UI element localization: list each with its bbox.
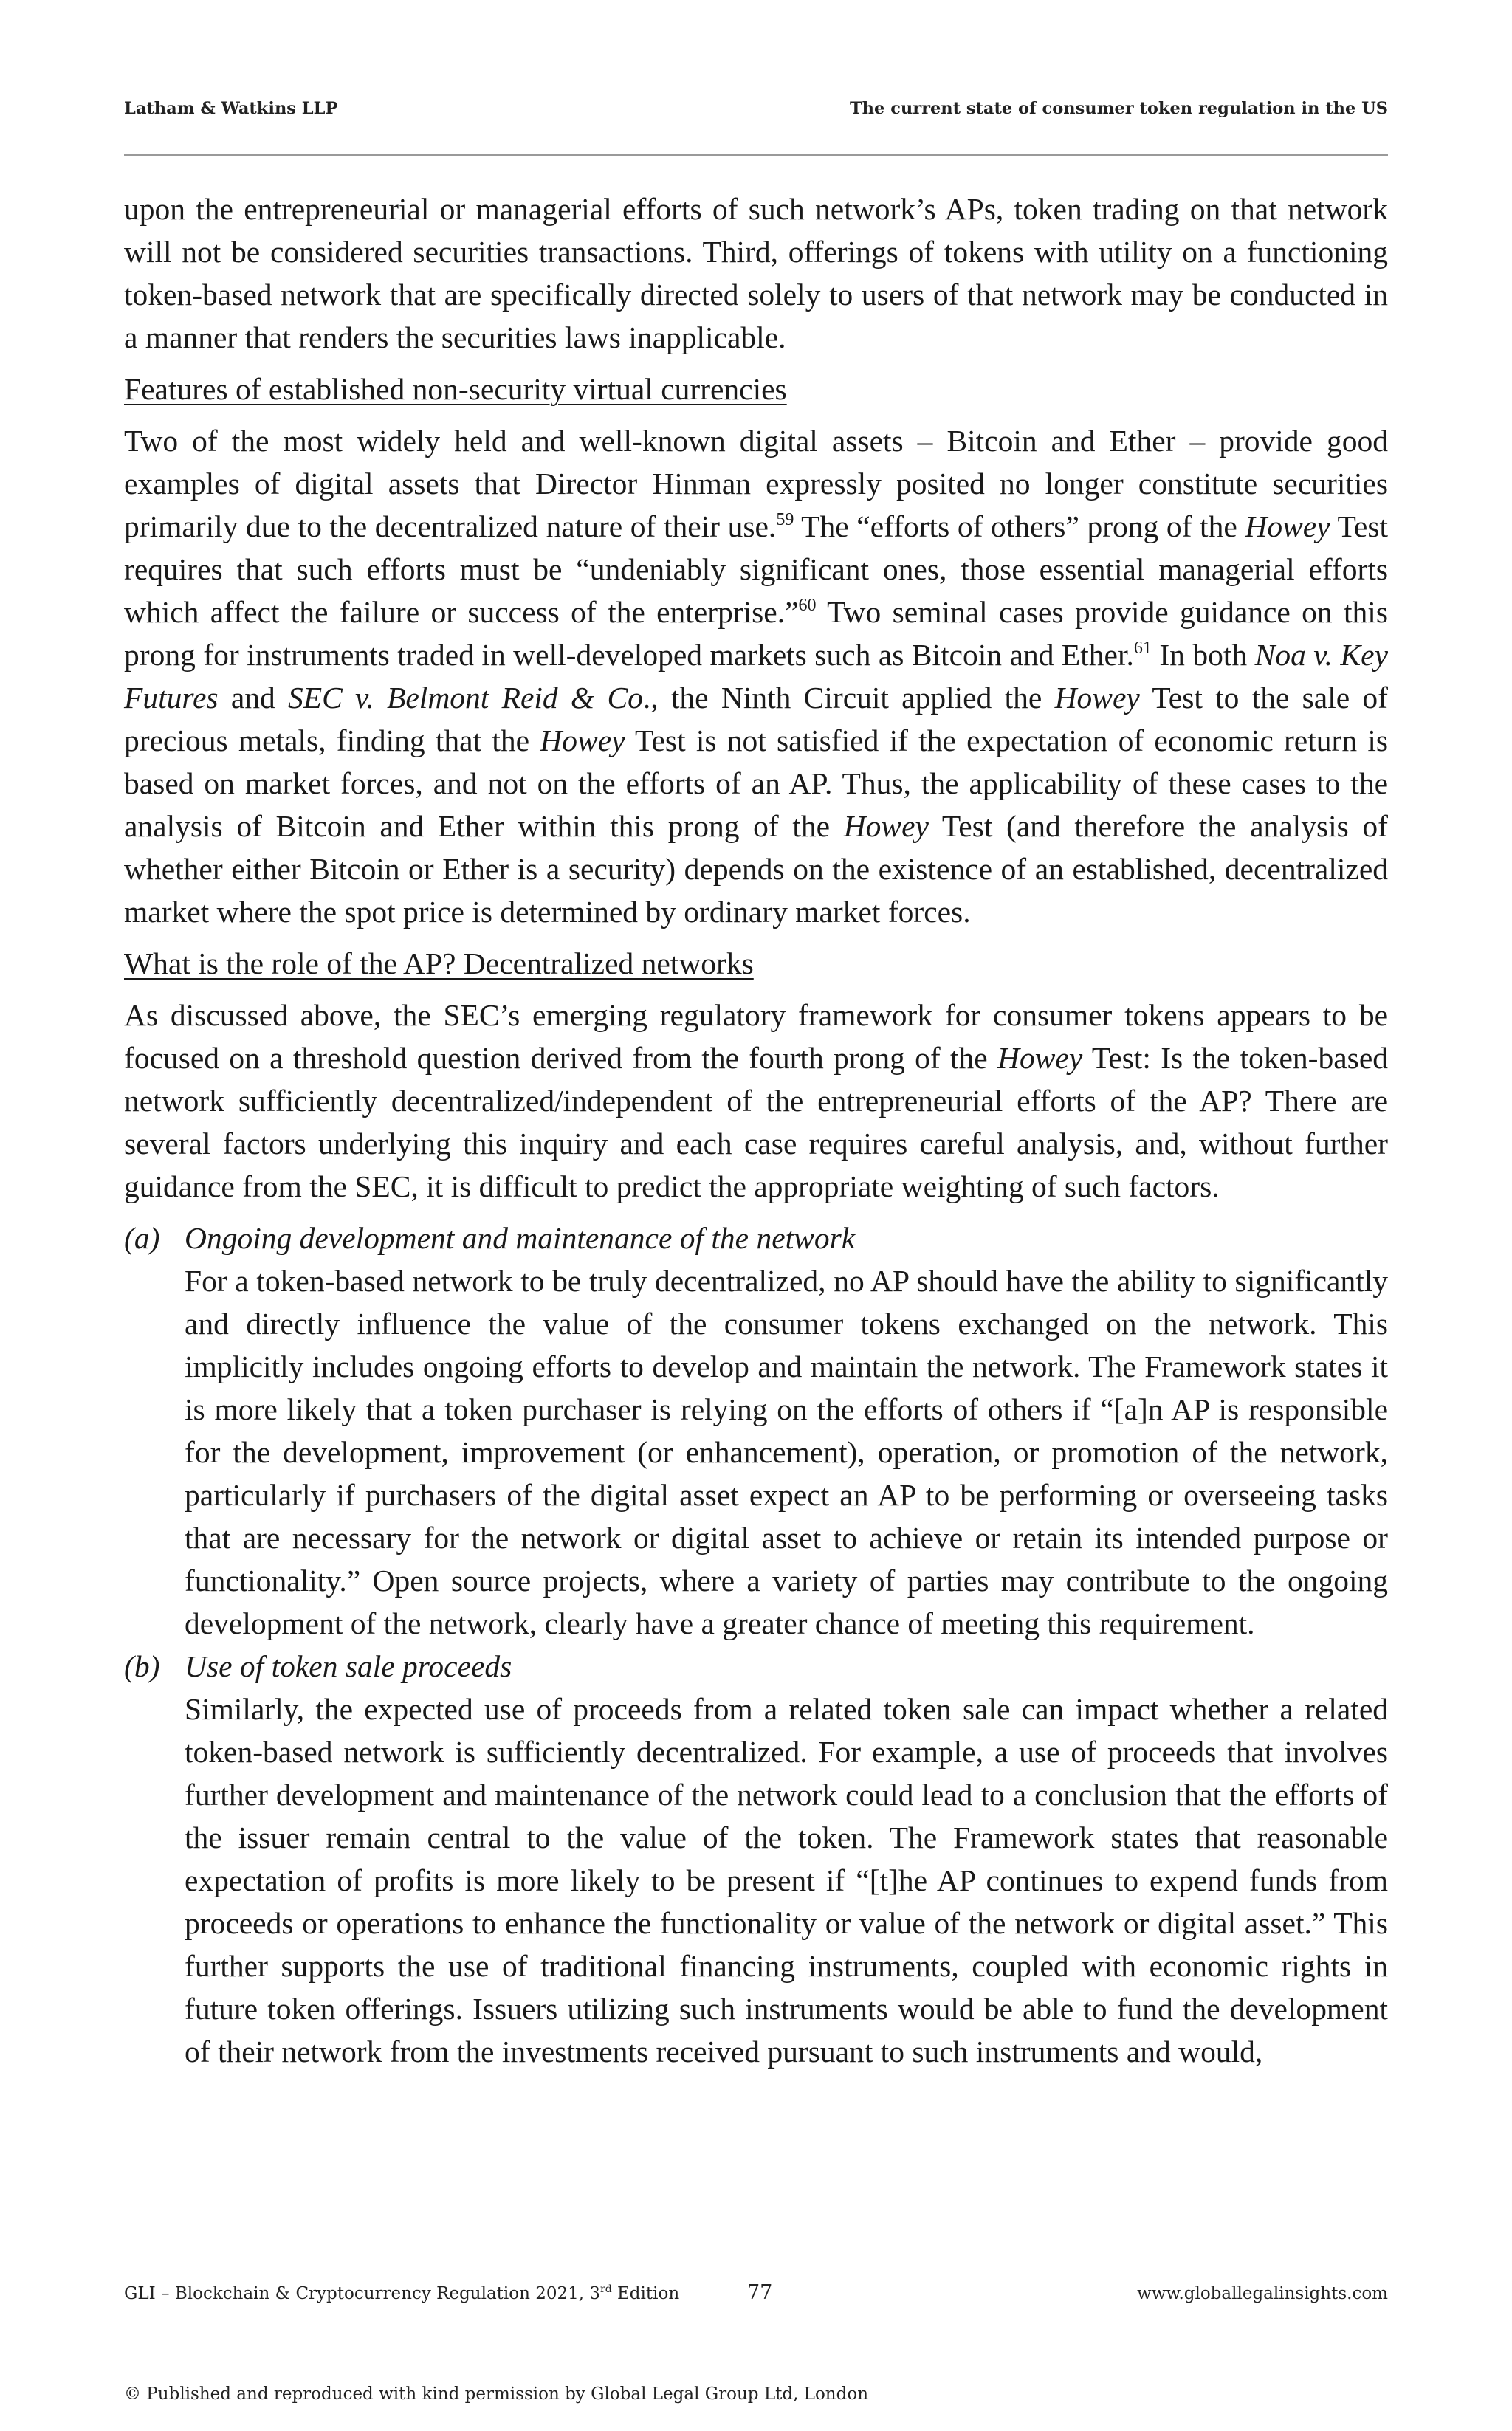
footnote-ref-61: 61 [1133,639,1152,658]
footnote-ref-59: 59 [776,510,794,529]
list-marker: (b) [124,1649,160,1683]
paragraph-2: Two of the most widely held and well-known digital assets – Bitcoin and Ether – provide good examples of digital assets that Director Hinman expressly posited no longer constitute securities primarily due to the decentralized nature of their use.$^{59}$ The “efforts of others” prong of the Howey Test requires that such efforts must be “undeniably significant ones, those essential managerial efforts which affect the failure or success of the enterprise.”$^{60}$ Two seminal cases provide guidance on this prong for instruments traded in well-developed markets such as Bitcoin and Ether.$^{61}$ In both Noa v. Key Futures and SEC v. Belmont Reid & Co., the Ninth Circuit applied the Howey Test to the sale of precious metals, finding that the Howey Test is not satisfied if the expectation of economic return is based on market forces, and not on the efforts of an AP. Thus, the applicability of these cases to the analysis of Bitcoin and Ether within this prong of the Howey Test (and therefore the analysis of whether either Bitcoin or Ether is a security) depends on the existence of an established, decentralized market where the spot price is determined by ordinary market forces. [124,424,1389,929]
list-item-title: Use of token sale proceeds [185,1649,512,1683]
list-item-title: Ongoing development and maintenance of the network [185,1221,856,1255]
header-chapter-title: The current state of consumer token regulation in the US [849,99,1388,118]
footer-website: www.globallegalinsights.com [1137,2284,1388,2303]
list-item-a [124,1217,1388,1645]
paragraph-1: upon the entrepreneurial or managerial efforts of such network’s APs, token trading on that network will not be considered securities transactions. Third, offerings of tokens with utility on a functioning token-based network that are specifically directed solely to users of that network may be conducted in a manner that renders the securities laws inapplicable. [124,192,1388,354]
page-footer [124,2281,1388,2314]
copyright-notice: © Published and reproduced with kind permission by Global Legal Group Ltd, London [124,2384,869,2404]
list-item-text: Similarly, the expected use of proceeds from a related token sale can impact whether a related token-based network is sufficiently decentralized. For example, a use of proceeds that involves further development and maintenance of the network could lead to a conclusion that the efforts of the issuer remain central to the value of the token. The Framework states that reasonable expectation of profits is more likely to be present if “[t]he AP continues to expend funds from proceeds or operations to enhance the functionality or value of the network or digital asset.” This further supports the use of traditional financing instruments, coupled with economic rights in future token offerings. Issuers utilizing such instruments would be able to fund the development of their network from the investments received pursuant to such instruments and would, [185,1692,1388,2069]
list-marker: (a) [124,1221,160,1255]
page-number: 77 [747,2281,773,2304]
case-name: Noa v. Key Futures [124,638,1388,715]
section-heading-role-of-ap: What is the role of the AP? Decentralized networks [124,946,754,980]
list-item-b [124,1645,1388,2073]
section-heading-non-security-currencies: Features of established non-security virtual currencies [124,372,787,406]
list-item-text: For a token-based network to be truly decentralized, no AP should have the ability to significantly and directly influence the value of the consumer tokens exchanged on the network. This implicitly includes ongoing efforts to develop and maintain the network. The Framework states it is more likely that a token purchaser is relying on the efforts of others if “[a]n AP is responsible for the development, improvement (or enhancement), operation, or promotion of the network, particularly if purchasers of the digital asset expect an AP to be performing or overseeing tasks that are necessary for the network or digital asset to achieve or retain its intended purpose or functionality.” Open source projects, where a variety of parties may contribute to the ongoing development of the network, clearly have a greater chance of meeting this requirement. [185,1264,1388,1640]
case-name: SEC v. Belmont Reid & Co [288,681,643,715]
footer-publication: GLI – Blockchain & Cryptocurrency Regulation 2021, 3rd Edition [124,2283,680,2303]
paragraph-3: As discussed above, the SEC’s emerging regulatory framework for consumer tokens appears to be focused on a threshold question derived from the fourth prong of the Howey Test: Is the token-based network sufficiently decentralized/independent of the entrepreneurial efforts of the AP? There are several factors underlying this inquiry and each case requires careful analysis, and, without further guidance from the SEC, it is difficult to predict the appropriate weighting of such factors. [124,998,1388,1203]
header-divider [124,154,1388,156]
article-body [124,188,1388,2073]
footnote-ref-60: 60 [798,596,817,615]
header-firm-name: Latham & Watkins LLP [124,99,338,118]
page-header [124,93,1388,123]
